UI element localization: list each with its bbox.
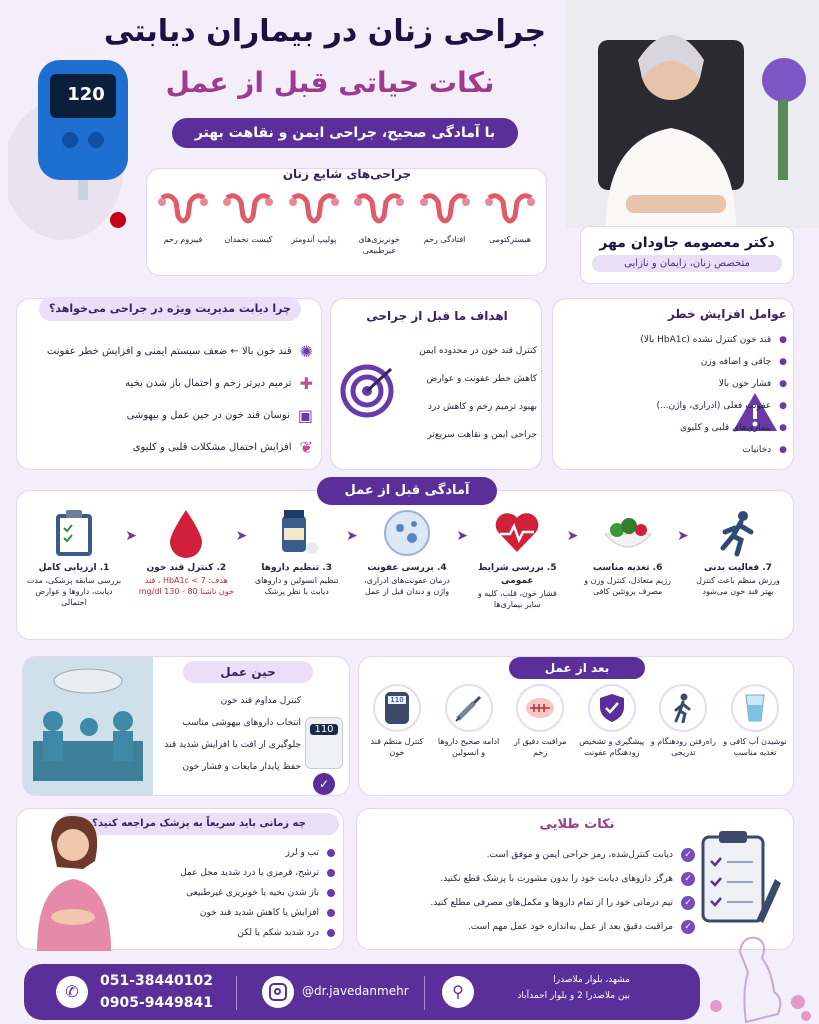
- bacteria-icon: [382, 508, 432, 558]
- check-icon: ✓: [681, 920, 695, 934]
- address-line-2: بین ملاصدرا 2 و بلوار احمدآباد: [517, 991, 630, 1001]
- prep-step: [138, 508, 234, 636]
- risk-item: ● بیماری‌های قلبی و کلیوی: [679, 423, 787, 433]
- during-item: کنترل مداوم قند خون: [220, 696, 301, 706]
- arrow-icon: ➤: [566, 528, 579, 544]
- step-title: 4. بررسی عفونت: [367, 563, 447, 573]
- uterus-icon: [156, 190, 210, 230]
- surgery-label: خونریزی‌های غیرطبیعی: [358, 235, 400, 255]
- after-label: پیشگیری و تشخیص زودهنگام عفونت: [579, 737, 645, 757]
- step-title: 7. فعالیت بدنی: [703, 563, 772, 573]
- when-item: درد شدید شکم یا لکن: [127, 923, 335, 943]
- phone-icon: ✆: [56, 976, 88, 1008]
- risk-item: ● عفونت فعلی (ادراری، واژن...): [656, 401, 787, 411]
- after-item: [364, 684, 430, 792]
- goals-card: [330, 298, 542, 470]
- when-item: افزایش یا کاهش شدید قند خون: [127, 903, 335, 923]
- divider: [424, 976, 425, 1010]
- walking-person-icon: [659, 684, 707, 732]
- why-title: چرا دیابت مدیریت ویژه در جراحی می‌خواهد؟: [39, 297, 301, 321]
- after-label: راه‌رفتن زودهنگام و تدریجی: [650, 737, 716, 757]
- step-title: 6. تغذیه مناسب: [592, 563, 663, 573]
- address-line-1: مشهد، بلوار ملاصدرا: [553, 975, 630, 985]
- surgery-item: [479, 190, 541, 270]
- when-item: تب و لرز: [127, 843, 335, 863]
- why-item: ▣ نوسان قند خون در حین عمل و بیهوشی: [126, 405, 313, 425]
- after-items: [364, 684, 788, 792]
- arrow-icon: ➤: [235, 528, 248, 544]
- step-title: 2. کنترل قند خون: [146, 563, 227, 573]
- surgery-label: هیسترکتومی: [489, 235, 531, 244]
- divider: [236, 976, 237, 1010]
- check-icon: ✓: [681, 872, 695, 886]
- surgery-label: افتادگی رحم: [423, 235, 466, 244]
- golden-item: ✓ تیم درمانی خود را از تمام داروها و مکمل‌های مصرفی مطلع کنید.: [371, 891, 695, 915]
- step-desc: هدف: HbA1c < 7 ، قند خون ناشتا 80 - 130 mg/dl: [138, 576, 234, 596]
- doctor-photo: [566, 0, 819, 228]
- step-desc: فشار خون، قلب، کلیه و سایر بیماری‌ها: [477, 589, 557, 609]
- golden-item: ✓ هرگز داروهای دیابت خود را بدون مشورت با پزشک قطع نکنید.: [371, 867, 695, 891]
- after-item: [579, 684, 645, 792]
- arrow-icon: ➤: [676, 528, 689, 544]
- why-card: [16, 298, 322, 470]
- after-item: [722, 684, 788, 792]
- checklist-icon: [697, 829, 781, 937]
- why-item: ✺ قند خون بالا ← ضعف سیستم ایمنی و افزایش خطر عفونت: [46, 341, 313, 361]
- syringe-icon: [445, 684, 493, 732]
- risks-card: [552, 298, 794, 470]
- golden-card: [356, 808, 794, 950]
- heart-pulse-icon: [492, 508, 542, 558]
- after-item: [507, 684, 573, 792]
- glucometer-illustration: [8, 40, 158, 260]
- running-person-icon: [713, 508, 763, 558]
- uterus-icon: [352, 190, 406, 230]
- step-desc: تنظیم انسولین و داروهای دیابت با نظر پزشک: [254, 576, 339, 596]
- step-title: 1. ارزیابی کامل: [38, 563, 110, 573]
- kidney-icon: ❦: [299, 437, 313, 457]
- step-desc: درمان عفونت‌های ادراری، واژن و دندان قبل از عمل: [364, 576, 450, 596]
- why-list: [31, 335, 313, 463]
- common-surgeries-title: جراحی‌های شایع زنان: [282, 167, 412, 181]
- when-card: [16, 808, 344, 950]
- uterus-icon: [418, 190, 472, 230]
- arrow-icon: ➤: [345, 528, 358, 544]
- bandage-icon: ✚: [299, 373, 313, 393]
- uterus-icon: [483, 190, 537, 230]
- during-card: [22, 656, 350, 796]
- risks-list: [613, 329, 787, 461]
- surgery-item: [152, 190, 214, 270]
- why-item: ❦ افزایش احتمال مشکلات قلبی و کلیوی: [132, 437, 313, 457]
- virus-icon: ✺: [299, 341, 313, 361]
- prep-steps: [24, 508, 786, 636]
- surgery-item: [348, 190, 410, 270]
- prep-title: آمادگی قبل از عمل: [317, 477, 497, 505]
- arrow-icon: ➤: [125, 528, 138, 544]
- when-item: ترشح، قرمزی یا درد شدید محل عمل: [127, 863, 335, 883]
- during-item: جلوگیری از افت یا افزایش شدید قند: [164, 740, 301, 750]
- goal-item: جراحی ایمن و نقاهت سریع‌تر: [427, 430, 537, 440]
- prep-step: [690, 508, 786, 636]
- risks-title: عوامل افزایش خطر: [667, 307, 787, 321]
- step-title: 5. بررسی شرایط عمومی: [478, 563, 557, 586]
- goal-item: کنترل قند خون در محدوده ایمن: [419, 346, 537, 356]
- instagram-icon: [262, 976, 294, 1008]
- step-title: 3. تنظیم داروها: [261, 563, 332, 573]
- monitor-icon: ▣: [297, 405, 313, 425]
- after-item: [436, 684, 502, 792]
- risk-item: ● قند خون کنترل نشده (HbA1c بالا): [640, 335, 787, 345]
- monitor-reading: 110: [310, 724, 338, 735]
- medication-icon: [272, 508, 322, 558]
- salad-bowl-icon: [601, 508, 655, 558]
- glucometer-reading: 120: [67, 84, 105, 105]
- when-title: چه زمانی باید سریعاً به پزشک مراجعه کنید؟: [59, 813, 339, 835]
- during-item: حفظ پایدار مایعات و فشار خون: [182, 762, 301, 772]
- location-pin-icon: ⚲: [442, 976, 474, 1008]
- phone-number-2[interactable]: 0905-9449841: [100, 995, 213, 1011]
- phone-numbers: [100, 970, 240, 1014]
- clipboard-icon: [52, 508, 96, 558]
- arrow-icon: ➤: [456, 528, 469, 544]
- when-item: باز شدن بخیه یا خونریزی غیرطبیعی: [127, 883, 335, 903]
- during-item: انتخاب داروهای بیهوشی مناسب: [182, 718, 301, 728]
- risk-item: ● دخانیات: [742, 445, 787, 455]
- after-label: نوشیدن آب کافی و تغذیه مناسب: [723, 737, 787, 757]
- phone-number-1[interactable]: 051-38440102: [100, 973, 213, 989]
- golden-item: ✓ دیابت کنترل‌شده، رمز جراحی ایمن و موفق است.: [371, 843, 695, 867]
- prep-step: [359, 508, 455, 636]
- check-icon: ✓: [681, 848, 695, 862]
- check-icon: ✓: [681, 896, 695, 910]
- after-label: مراقبت دقیق از زخم: [513, 737, 567, 757]
- prep-step: [580, 508, 676, 636]
- water-glass-icon: [731, 684, 779, 732]
- golden-item: ✓ مراقبت دقیق بعد از عمل به‌اندازه خود عمل مهم است.: [371, 915, 695, 939]
- prep-step: [249, 508, 345, 636]
- doctor-name: دکتر معصومه جاودان مهر: [599, 235, 775, 251]
- target-icon: [339, 363, 395, 423]
- operating-room-illustration: [23, 657, 153, 796]
- doctor-card: [580, 226, 794, 284]
- why-item: ✚ ترمیم دیرتر زخم و احتمال باز شدن بخیه: [125, 373, 313, 393]
- step-desc: رژیم متعادل، کنترل وزن و مصرف پروتئین کافی: [584, 576, 671, 596]
- after-title: بعد از عمل: [509, 657, 645, 679]
- blood-drop-icon: [166, 508, 206, 558]
- prep-step: [469, 508, 565, 636]
- woman-pain-illustration: [23, 809, 127, 951]
- page-subtitle: نکات حیاتی قبل از عمل: [165, 66, 495, 99]
- when-list: [127, 843, 335, 943]
- goals-title: اهداف ما قبل از جراحی: [366, 309, 508, 323]
- goal-item: بهبود ترمیم زخم و کاهش درد: [427, 402, 537, 412]
- address: [480, 972, 630, 1004]
- glucometer-device-reading: 110: [388, 696, 406, 704]
- after-label: کنترل منظم قند خون: [370, 737, 424, 757]
- after-item: [650, 684, 716, 792]
- surgery-label: پولیپ آندومتر: [291, 235, 337, 244]
- prep-step: [24, 508, 124, 636]
- surgery-label: کیست تخمدان: [224, 235, 273, 244]
- golden-list: [371, 843, 695, 939]
- check-icon: ✓: [313, 773, 335, 795]
- after-label: ادامه صحیح داروها و انسولین: [437, 737, 500, 757]
- glucometer-icon: [373, 684, 421, 732]
- page-title: جراحی زنان در بیماران دیابتی: [103, 14, 547, 49]
- golden-title: نکات طلایی: [539, 817, 615, 832]
- risk-item: ● چاقی و اضافه وزن: [700, 357, 787, 367]
- wound-icon: [516, 684, 564, 732]
- surgery-item: [283, 190, 345, 270]
- uterus-icon: [221, 190, 275, 230]
- surgery-item: [414, 190, 476, 270]
- goals-list: [397, 345, 537, 457]
- surgery-items: [152, 190, 541, 270]
- pregnant-woman-illustration: [702, 932, 814, 1024]
- tagline-banner: با آمادگی صحیح، جراحی ایمن و نقاهت بهتر: [172, 118, 518, 148]
- step-desc: بررسی سابقه پزشکی، مدت دیابت، داروها و عوارض احتمالی: [26, 576, 122, 607]
- doctor-specialty: متخصص زنان، زایمان و نازایی: [592, 255, 782, 272]
- instagram-handle[interactable]: @dr.javedanmehr: [302, 984, 409, 998]
- step-desc: ورزش منظم باعث کنترل بهتر قند خون می‌شود: [696, 576, 780, 596]
- surgery-label: فیبروم رحم: [163, 235, 203, 244]
- shield-icon: [588, 684, 636, 732]
- surgery-item: [217, 190, 279, 270]
- during-title: حین عمل: [183, 661, 313, 683]
- uterus-icon: [287, 190, 341, 230]
- risk-item: ● فشار خون بالا: [718, 379, 787, 389]
- goal-item: کاهش خطر عفونت و عوارض: [426, 374, 537, 384]
- monitor-device: [305, 717, 343, 769]
- during-list: [157, 695, 301, 783]
